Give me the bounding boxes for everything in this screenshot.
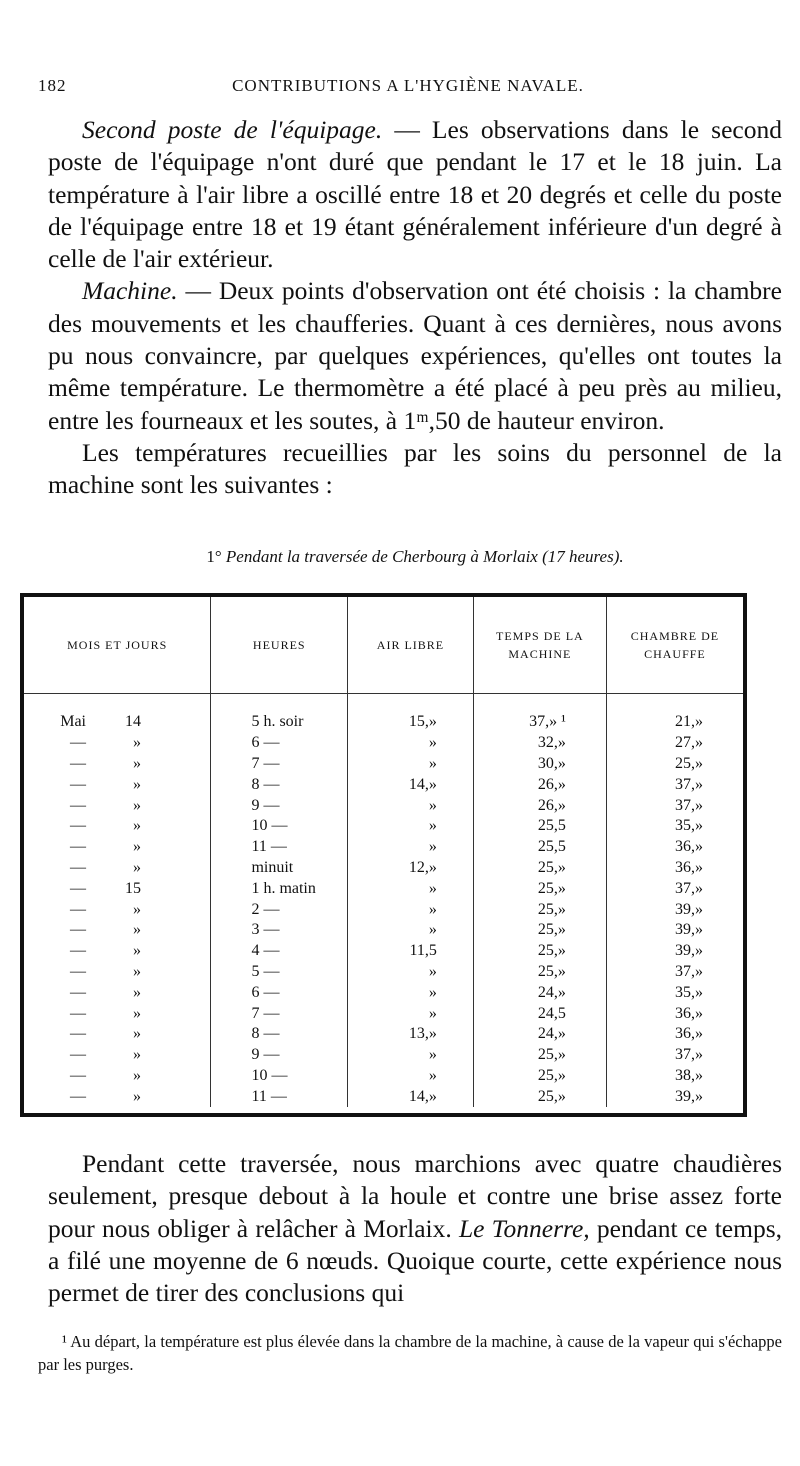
- footnote: [38, 1330, 782, 1376]
- ship-name: Le Tonnerre,: [458, 1213, 590, 1243]
- cell-air-libre: 14,»: [348, 1086, 474, 1107]
- cell-heure: 7 —: [211, 754, 348, 775]
- table-header-row: [24, 597, 743, 694]
- cell-temps-machine: 30,»: [473, 754, 606, 775]
- page-number: 182: [38, 76, 67, 95]
- cell-jour: »: [133, 1087, 141, 1105]
- table-caption: [48, 547, 782, 567]
- cell-chambre-chauffe: 25,»: [675, 754, 703, 772]
- cell-air-libre: 14,»: [348, 774, 474, 795]
- cell-jour: »: [133, 838, 141, 856]
- cell-mois: —: [70, 796, 86, 814]
- cell-temps-machine: 25,5: [473, 837, 606, 858]
- cell-temps-machine: 25,»: [473, 899, 606, 920]
- cell-heure: 8 —: [211, 774, 348, 795]
- cell-heure: 9 —: [211, 1045, 348, 1066]
- cell-mois: —: [70, 879, 86, 897]
- cell-chambre-chauffe: 27,»: [675, 734, 703, 752]
- cell-air-libre: »: [348, 878, 474, 899]
- header-heures: HEURES: [211, 597, 348, 694]
- cell-temps-machine: 26,»: [473, 795, 606, 816]
- cell-heure: 4 —: [211, 941, 348, 962]
- cell-air-libre: »: [348, 1045, 474, 1066]
- paragraph-text: — Deux points d'observation ont été choisis : la chambre des mouvements et les chaufferies. Quant à ces dernières, nous avons pu nous convaincre, par quelques expériences, qu'elles ont toutes la même température. Le thermomètre a été placé à peu près au milieu, entre les fourneaux et les soutes, à 1ᵐ,50 de hauteur environ.: [48, 276, 782, 435]
- cell-heure: 11 —: [211, 1086, 348, 1107]
- cell-mois-jours: [24, 962, 211, 983]
- table-row: [24, 941, 743, 962]
- cell-temps-machine: 25,»: [473, 1086, 606, 1107]
- cell-heure: 1 h. matin: [211, 878, 348, 899]
- cell-temps-machine: 24,»: [473, 1024, 606, 1045]
- footnote-text: Au départ, la température est plus élevée dans la chambre de la machine, à cause de la vapeur qui s'échappe par les purges.: [38, 1332, 782, 1374]
- cell-mois: —: [70, 1046, 86, 1064]
- cell-jour: »: [133, 921, 141, 939]
- cell-temps-machine: 25,»: [473, 962, 606, 983]
- cell-temps-machine: 26,»: [473, 774, 606, 795]
- temperature-table: [20, 593, 747, 1117]
- cell-chambre-chauffe: 36,»: [675, 838, 703, 856]
- cell-mois: —: [70, 942, 86, 960]
- cell-heure: 8 —: [211, 1024, 348, 1045]
- cell-mois-jours: [24, 858, 211, 879]
- body-text-bottom: [48, 1148, 782, 1309]
- cell-chambre-chauffe: 37,»: [675, 796, 703, 814]
- table-row: [24, 1066, 743, 1087]
- table-row: [24, 733, 743, 754]
- cell-jour: »: [133, 775, 141, 793]
- table-row: [24, 1003, 743, 1024]
- cell-chambre-chauffe: 36,»: [675, 1004, 703, 1022]
- cell-air-libre: »: [348, 982, 474, 1003]
- cell-mois: —: [70, 817, 86, 835]
- cell-mois-jours: [24, 795, 211, 816]
- paragraph-text: pendant ce temps, a filé une moyenne de 6 nœuds. Quoique courte, cette expérience nous permet de tirer des conclusions qui: [48, 1213, 782, 1308]
- table-row: [24, 982, 743, 1003]
- cell-mois-jours: [24, 1045, 211, 1066]
- table-row: [24, 774, 743, 795]
- cell-temps-machine: 25,»: [473, 858, 606, 879]
- cell-temps-machine: 25,5: [473, 816, 606, 837]
- cell-jour: »: [133, 796, 141, 814]
- cell-mois: —: [70, 754, 86, 772]
- cell-heure: minuit: [211, 858, 348, 879]
- cell-jour: »: [133, 1025, 141, 1043]
- cell-air-libre: »: [348, 899, 474, 920]
- table-row: [24, 694, 743, 733]
- cell-temps-machine: 25,»: [473, 878, 606, 899]
- cell-jour: »: [133, 900, 141, 918]
- cell-chambre-chauffe: 37,»: [675, 879, 703, 897]
- cell-heure: 3 —: [211, 920, 348, 941]
- cell-air-libre: 13,»: [348, 1024, 474, 1045]
- cell-mois-jours: [24, 1066, 211, 1087]
- cell-air-libre: »: [348, 837, 474, 858]
- cell-temps-machine: 37,» ¹: [473, 694, 606, 733]
- cell-jour: »: [133, 962, 141, 980]
- header-temps-machine: TEMPS DE LA MACHINE: [473, 597, 606, 694]
- cell-air-libre: 12,»: [348, 858, 474, 879]
- cell-heure: 9 —: [211, 795, 348, 816]
- table-row: [24, 899, 743, 920]
- cell-mois-jours: [24, 941, 211, 962]
- header-air-libre: AIR LIBRE: [348, 597, 474, 694]
- cell-mois: —: [70, 962, 86, 980]
- cell-jour: »: [133, 1004, 141, 1022]
- cell-mois: —: [70, 858, 86, 876]
- cell-chambre-chauffe: 37,»: [675, 962, 703, 980]
- body-text-top: [48, 114, 782, 502]
- table-row: [24, 754, 743, 775]
- cell-chambre-chauffe: 35,»: [675, 983, 703, 1001]
- cell-chambre-chauffe: 39,»: [675, 1087, 703, 1105]
- cell-mois-jours: [24, 837, 211, 858]
- cell-jour: 15: [125, 879, 141, 897]
- cell-air-libre: »: [348, 754, 474, 775]
- cell-air-libre: »: [348, 1003, 474, 1024]
- cell-heure: 10 —: [211, 1066, 348, 1087]
- cell-temps-machine: 25,»: [473, 920, 606, 941]
- cell-mois: —: [70, 1004, 86, 1022]
- header-mois-jours: MOIS ET JOURS: [24, 597, 211, 694]
- cell-mois: —: [70, 1066, 86, 1084]
- cell-air-libre: 15,»: [348, 694, 474, 733]
- paragraph-lead: Second poste de l'équipage.: [82, 115, 383, 144]
- cell-air-libre: »: [348, 920, 474, 941]
- cell-mois-jours: [24, 754, 211, 775]
- paragraph-lead: Machine.: [82, 276, 178, 306]
- cell-heure: 5 —: [211, 962, 348, 983]
- cell-mois: Mai: [60, 713, 86, 731]
- cell-mois: —: [70, 734, 86, 752]
- cell-mois-jours: [24, 816, 211, 837]
- cell-jour: »: [133, 1066, 141, 1084]
- cell-mois-jours: [24, 878, 211, 899]
- cell-mois-jours: [24, 733, 211, 754]
- cell-air-libre: »: [348, 795, 474, 816]
- cell-chambre-chauffe: 39,»: [675, 942, 703, 960]
- cell-mois-jours: [24, 920, 211, 941]
- paragraph-text: Les températures recueillies par les soins du personnel de la machine sont les suivantes :: [48, 437, 782, 500]
- table-row: [24, 920, 743, 941]
- cell-temps-machine: 24,5: [473, 1003, 606, 1024]
- paragraph-second-poste: [48, 114, 782, 275]
- cell-chambre-chauffe: 36,»: [675, 858, 703, 876]
- cell-mois-jours: [24, 774, 211, 795]
- table-row: [24, 837, 743, 858]
- cell-chambre-chauffe: 39,»: [675, 900, 703, 918]
- table-row: [24, 878, 743, 899]
- cell-air-libre: »: [348, 733, 474, 754]
- cell-chambre-chauffe: 39,»: [675, 921, 703, 939]
- cell-temps-machine: 25,»: [473, 1045, 606, 1066]
- table-row: [24, 858, 743, 879]
- header-chambre-chauffe: CHAMBRE DE CHAUFFE: [606, 597, 743, 694]
- cell-chambre-chauffe: 37,»: [675, 775, 703, 793]
- cell-chambre-chauffe: 37,»: [675, 1046, 703, 1064]
- cell-air-libre: 11,5: [348, 941, 474, 962]
- cell-chambre-chauffe: 21,»: [675, 713, 703, 731]
- cell-mois: —: [70, 900, 86, 918]
- paragraph-text: — Les observations dans le second poste de l'équipage n'ont duré que pendant le 17 et le 18 juin. La température à l'air libre a oscillé entre 18 et 20 degrés et celle du poste de l'équipage entre 18 et 19 étant généralement inférieure d'un degré à celle de l'air extérieur.: [48, 115, 782, 274]
- cell-mois-jours: [24, 899, 211, 920]
- cell-jour: 14: [125, 713, 141, 731]
- page-header: [38, 72, 778, 102]
- cell-air-libre: »: [348, 962, 474, 983]
- cell-mois: —: [70, 1087, 86, 1105]
- cell-chambre-chauffe: 36,»: [675, 1025, 703, 1043]
- cell-mois-jours: [24, 982, 211, 1003]
- cell-heure: 2 —: [211, 899, 348, 920]
- cell-heure: 6 —: [211, 733, 348, 754]
- cell-jour: »: [133, 754, 141, 772]
- caption-text: Pendant la traversée de Cherbourg à Morlaix (17 heures).: [225, 547, 624, 566]
- caption-number: 1°: [206, 547, 222, 566]
- table-body: [24, 694, 743, 1108]
- cell-mois-jours: [24, 1024, 211, 1045]
- table-row: [24, 1045, 743, 1066]
- cell-temps-machine: 32,»: [473, 733, 606, 754]
- paragraph-temperatures: [48, 437, 782, 502]
- cell-mois-jours: [24, 1003, 211, 1024]
- paragraph-traversee: [48, 1148, 782, 1309]
- cell-mois: —: [70, 921, 86, 939]
- cell-temps-machine: 25,»: [473, 1066, 606, 1087]
- cell-mois: —: [70, 983, 86, 1001]
- cell-chambre-chauffe: 38,»: [675, 1066, 703, 1084]
- cell-temps-machine: 25,»: [473, 941, 606, 962]
- cell-jour: »: [133, 734, 141, 752]
- cell-mois-jours: [24, 1086, 211, 1107]
- cell-jour: »: [133, 1046, 141, 1064]
- running-head: CONTRIBUTIONS A L'HYGIÈNE NAVALE.: [232, 76, 584, 95]
- cell-heure: 10 —: [211, 816, 348, 837]
- cell-jour: »: [133, 817, 141, 835]
- table-row: [24, 816, 743, 837]
- table-row: [24, 1086, 743, 1107]
- cell-mois: —: [70, 1025, 86, 1043]
- cell-air-libre: »: [348, 1066, 474, 1087]
- cell-temps-machine: 24,»: [473, 982, 606, 1003]
- cell-heure: 6 —: [211, 982, 348, 1003]
- paragraph-text: Pendant cette traversée, nous marchions avec quatre chaudières seulement, presque debout à la houle et contre une brise assez forte pour nous obliger à relâcher à Morlaix.: [48, 1149, 782, 1243]
- table-row: [24, 1024, 743, 1045]
- cell-heure: 11 —: [211, 837, 348, 858]
- paragraph-machine: [48, 275, 782, 436]
- table-row: [24, 795, 743, 816]
- footnote-mark: ¹: [62, 1332, 67, 1351]
- cell-mois: —: [70, 775, 86, 793]
- cell-jour: »: [133, 983, 141, 1001]
- cell-heure: 5 h. soir: [211, 694, 348, 733]
- cell-chambre-chauffe: 35,»: [675, 817, 703, 835]
- table-row: [24, 962, 743, 983]
- cell-mois-jours: [24, 694, 211, 733]
- cell-mois: —: [70, 838, 86, 856]
- cell-heure: 7 —: [211, 1003, 348, 1024]
- cell-jour: »: [133, 858, 141, 876]
- cell-jour: »: [133, 942, 141, 960]
- cell-air-libre: »: [348, 816, 474, 837]
